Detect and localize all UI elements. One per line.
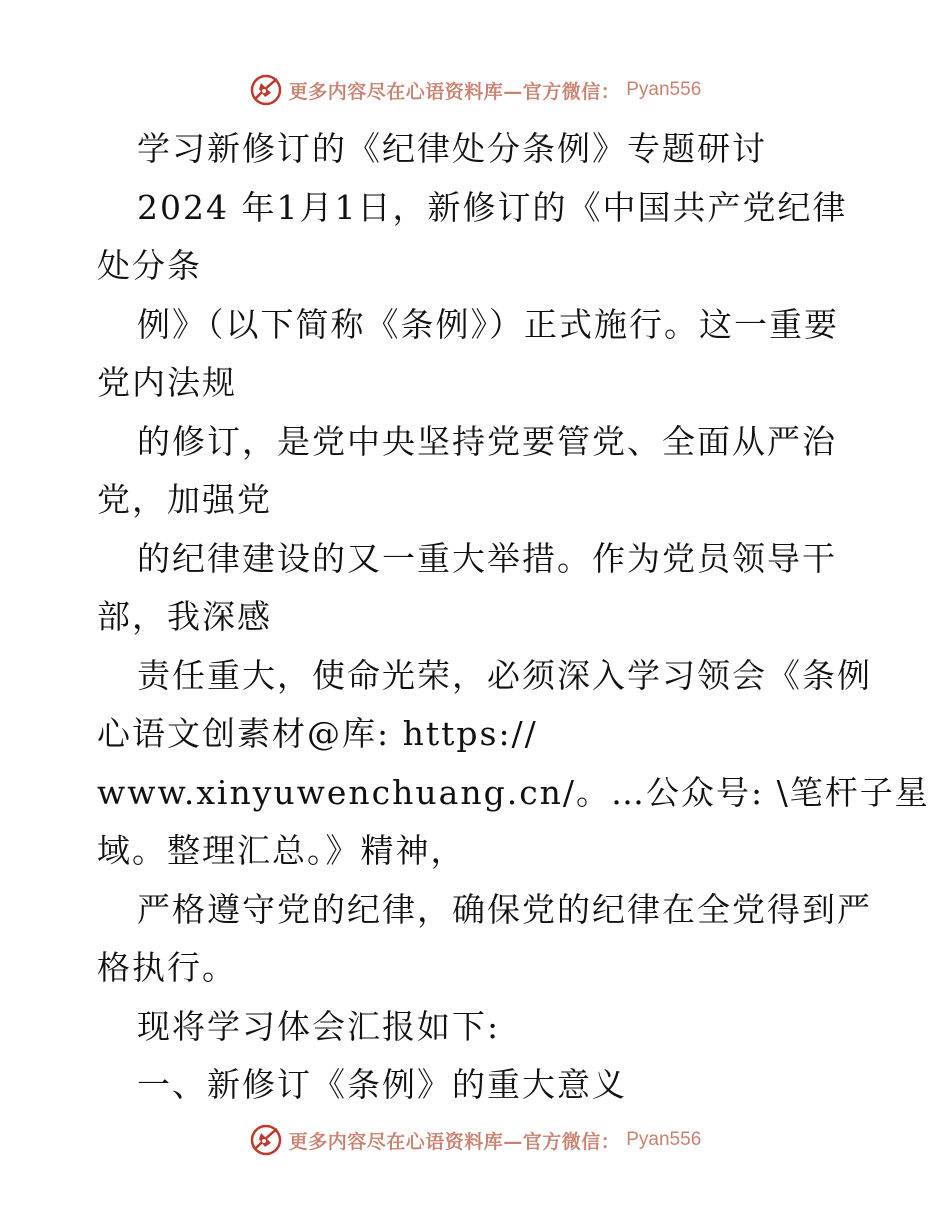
paragraph-line: 2024 年1月1日，新修订的《中国共产党纪律 — [137, 187, 848, 227]
header-banner-id: Pyan556 — [626, 79, 702, 100]
header-banner-text: 更多内容尽在心语资料库—官方微信： — [288, 80, 621, 103]
paragraph-line: 严格遵守党的纪律，确保党的纪律在全党得到严 — [137, 889, 872, 929]
paragraph-line: 的纪律建设的又一重大举措。作为党员领导干 — [137, 538, 837, 578]
document-title: 学习新修订的《纪律处分条例》专题研讨 — [137, 129, 767, 168]
paragraph-line: 的修订，是党中央坚持党要管党、全面从严治 — [137, 421, 837, 461]
paragraph-line: 格执行。 — [97, 948, 237, 987]
paragraph-line: 部，我深感 — [97, 597, 272, 636]
header-banner — [0, 70, 950, 110]
paragraph-line: 域。整理汇总。》精神， — [97, 831, 466, 870]
pen-nib-logo-icon — [249, 73, 283, 107]
footer-banner — [0, 1120, 950, 1160]
paragraph-line: 党内法规 — [97, 363, 237, 402]
footer-banner-text: 更多内容尽在心语资料库—官方微信： — [288, 1130, 621, 1153]
paragraph-line: 处分条 — [97, 246, 202, 285]
paragraph-line: 责任重大，使命光荣，必须深入学习领会《条例 — [137, 655, 872, 695]
paragraph-line: 党，加强党 — [97, 480, 272, 519]
paragraph-line: 心语文创素材@库: https:// — [97, 714, 538, 753]
document-body — [97, 120, 930, 1115]
paragraph-line: 现将学习体会汇报如下: — [137, 1006, 501, 1046]
footer-banner-id: Pyan556 — [626, 1129, 702, 1150]
pen-nib-logo-icon — [249, 1123, 283, 1157]
section-heading: 一、新修订《条例》的重大意义 — [137, 1065, 627, 1104]
paragraph-line: 例》（以下简称《条例》）正式施行。这一重要 — [137, 304, 839, 344]
paragraph-line: www.xinyuwenchuang.cn/。…公众号: \笔杆子星 — [97, 772, 930, 812]
